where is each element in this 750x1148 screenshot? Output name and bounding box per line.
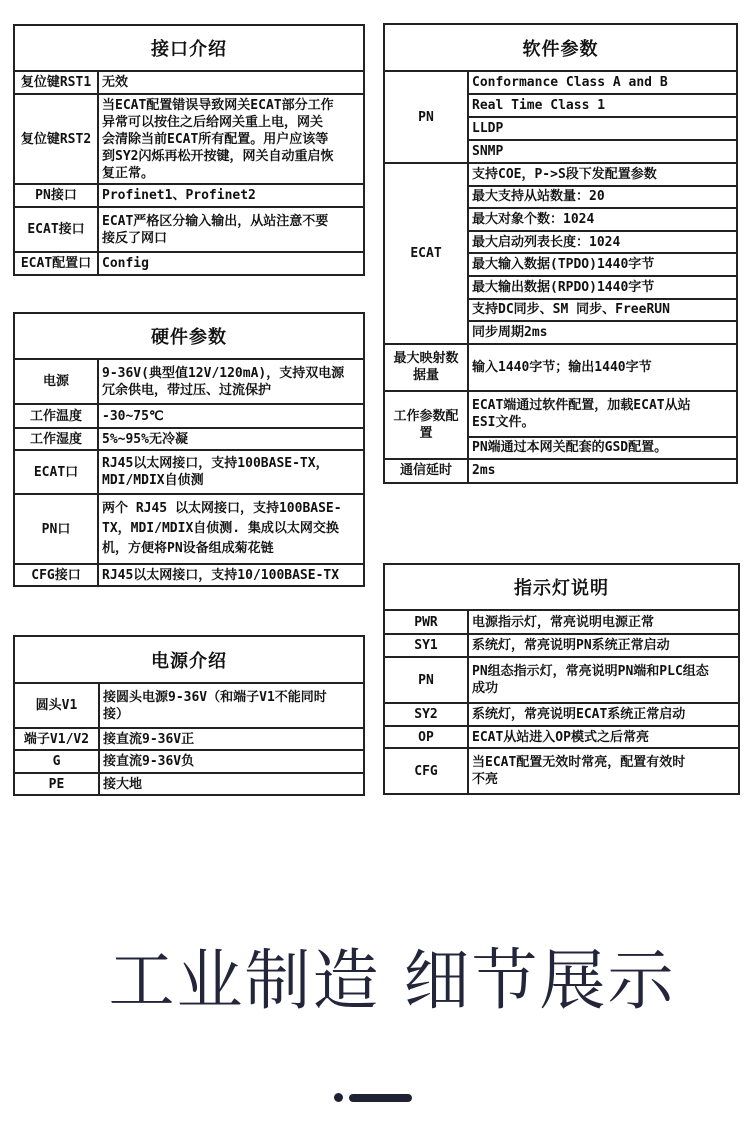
row-value: 支持COE，P->S段下发配置参数: [468, 163, 737, 186]
row-label: 工作湿度: [14, 428, 98, 450]
row-label: ECAT配置口: [14, 252, 98, 275]
row-value: 接直流9-36V正: [99, 728, 364, 750]
row-label: OP: [384, 726, 468, 748]
table-title: 接口介绍: [14, 25, 364, 71]
row-value: Config: [98, 252, 364, 275]
table-row: [14, 750, 364, 773]
row-label: ECAT口: [14, 450, 98, 494]
row-label: 复位键RST1: [14, 71, 98, 94]
page-indicator-2-active[interactable]: [349, 1094, 412, 1102]
row-value: Real Time Class 1: [468, 94, 737, 117]
row-value: RJ45以太网接口，支持10/100BASE-TX: [98, 564, 364, 586]
row-label: 工作温度: [14, 404, 98, 428]
row-value: 5%~95%无冷凝: [98, 428, 364, 450]
row-value: PN组态指示灯，常亮说明PN端和PLC组态 成功: [468, 657, 739, 703]
row-label: 圆头V1: [14, 683, 99, 728]
table-row: [384, 344, 737, 391]
indicator-lights-table: [383, 563, 740, 795]
row-label: PN口: [14, 494, 98, 564]
row-label: PN: [384, 657, 468, 703]
table-row: [384, 391, 737, 437]
row-label: SY1: [384, 634, 468, 657]
row-value: 同步周期2ms: [468, 321, 737, 344]
row-label: CFG接口: [14, 564, 98, 586]
group-label: ECAT: [384, 163, 468, 344]
group-label: 工作参数配 置: [384, 391, 468, 459]
row-label: 端子V1/V2: [14, 728, 99, 750]
row-value: 支持DC同步、SM 同步、FreeRUN: [468, 299, 737, 322]
table-row: [384, 726, 739, 748]
row-value: 最大支持从站数量：20: [468, 186, 737, 209]
row-value: ECAT从站进入OP模式之后常亮: [468, 726, 739, 748]
row-label: PN接口: [14, 184, 98, 207]
table-title: 电源介绍: [14, 636, 364, 683]
table-row: [14, 428, 364, 450]
row-value: RJ45以太网接口，支持100BASE-TX， MDI/MDIX自侦测: [98, 450, 364, 494]
power-intro-table: [13, 635, 365, 796]
row-value: -30~75℃: [98, 404, 364, 428]
row-value: 系统灯，常亮说明PN系统正常启动: [468, 634, 739, 657]
row-value: 最大启动列表长度：1024: [468, 231, 737, 254]
row-value: 接圆头电源9-36V（和端子V1不能同时 接）: [99, 683, 364, 728]
table-row: [14, 359, 364, 404]
table-title: 软件参数: [384, 24, 737, 71]
table-row: [14, 564, 364, 586]
row-value: 最大输入数据(TPDO)1440字节: [468, 253, 737, 276]
interface-intro-table: [13, 24, 365, 276]
row-value: 系统灯，常亮说明ECAT系统正常启动: [468, 703, 739, 726]
table-header-row: [14, 636, 364, 683]
table-row: [384, 634, 739, 657]
row-value: ECAT端通过软件配置，加载ECAT从站 ESI文件。: [468, 391, 737, 437]
group-label: 最大映射数 据量: [384, 344, 468, 391]
row-value: PN端通过本网关配套的GSD配置。: [468, 437, 737, 459]
table-row: [384, 610, 739, 634]
table-header-row: [14, 313, 364, 359]
table-row: [14, 404, 364, 428]
row-label: 复位键RST2: [14, 94, 98, 184]
row-label: SY2: [384, 703, 468, 726]
row-value: 当ECAT配置错误导致网关ECAT部分工作 异常可以按住之后给网关重上电，网关 会清除当前ECAT所有配置。用户应该等 到SY2闪烁再松开按键，网关自动重启恢 复正常。: [98, 94, 364, 184]
row-label: CFG: [384, 748, 468, 794]
group-label: 通信延时: [384, 459, 468, 483]
table-row: [14, 494, 364, 564]
row-value: 最大输出数据(RPDO)1440字节: [468, 276, 737, 299]
table-title: 指示灯说明: [384, 564, 739, 610]
row-label: G: [14, 750, 99, 773]
table-row: [14, 207, 364, 252]
hardware-params-table: [13, 312, 365, 587]
page-indicator-1[interactable]: [334, 1093, 343, 1102]
row-value: 当ECAT配置无效时常亮，配置有效时 不亮: [468, 748, 739, 794]
table-row: [14, 773, 364, 795]
table-row: [384, 657, 739, 703]
row-value: 无效: [98, 71, 364, 94]
table-row: [384, 459, 737, 483]
row-label: PE: [14, 773, 99, 795]
row-value: ECAT严格区分输入输出，从站注意不要 接反了网口: [98, 207, 364, 252]
row-value: LLDP: [468, 117, 737, 140]
row-value: 接大地: [99, 773, 364, 795]
table-header-row: [14, 25, 364, 71]
row-value: 9-36V(典型值12V/120mA)，支持双电源 冗余供电，带过压、过流保护: [98, 359, 364, 404]
row-value: 2ms: [468, 459, 737, 483]
row-value: 接直流9-36V负: [99, 750, 364, 773]
table-title: 硬件参数: [14, 313, 364, 359]
row-value: Profinet1、Profinet2: [98, 184, 364, 207]
row-value: SNMP: [468, 140, 737, 163]
group-label: PN: [384, 71, 468, 163]
row-value: 电源指示灯，常亮说明电源正常: [468, 610, 739, 634]
table-row: [14, 450, 364, 494]
table-row: [14, 71, 364, 94]
software-params-table: [383, 23, 738, 484]
table-row: [14, 728, 364, 750]
row-label: 电源: [14, 359, 98, 404]
table-row: [384, 163, 737, 186]
row-value: 最大对象个数：1024: [468, 208, 737, 231]
row-value: Conformance Class A and B: [468, 71, 737, 94]
table-row: [384, 748, 739, 794]
table-row: [14, 252, 364, 275]
row-value: 两个 RJ45 以太网接口，支持100BASE- TX，MDI/MDIX自侦测. 集成以太网交换 机，方便将PN设备组成菊花链: [98, 494, 364, 564]
row-label: ECAT接口: [14, 207, 98, 252]
banner-heading: 工业制造 细节展示: [108, 942, 676, 1019]
table-row: [14, 184, 364, 207]
table-row: [14, 94, 364, 184]
table-row: [384, 71, 737, 94]
table-header-row: [384, 564, 739, 610]
table-row: [14, 683, 364, 728]
pagination-indicator: [334, 1092, 414, 1102]
table-row: [384, 703, 739, 726]
row-value: 输入1440字节；输出1440字节: [468, 344, 737, 391]
table-header-row: [384, 24, 737, 71]
row-label: PWR: [384, 610, 468, 634]
